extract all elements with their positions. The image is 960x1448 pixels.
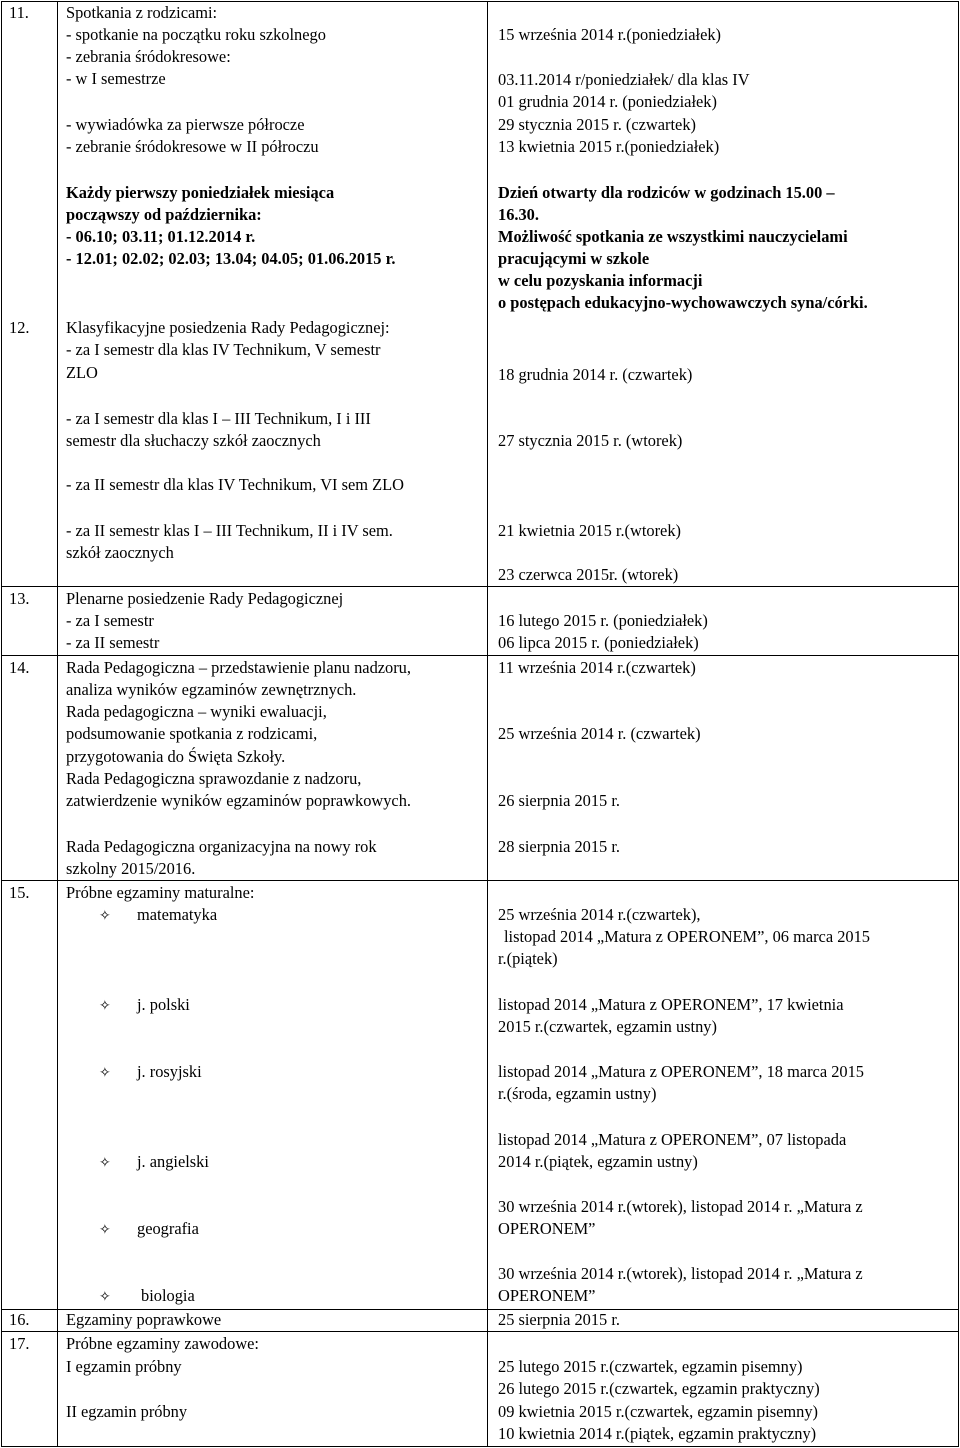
council-text: ZLO [66, 363, 98, 382]
meeting-note: począwszy od października: [66, 205, 262, 224]
council-text: Klasyfikacyjne posiedzenia Rady Pedagogicznej: [66, 318, 390, 337]
row-separator [1, 586, 959, 587]
table-border-right [958, 1, 959, 1447]
row-number: 14. [9, 658, 30, 677]
date-text: OPERONEM” [498, 1219, 596, 1238]
council-text: - za II semestr klas I – III Technikum, II i IV sem. [66, 521, 393, 540]
council-text: szkół zaocznych [66, 543, 174, 562]
council-meeting-text: Rada Pedagogiczna – przedstawienie planu nadzoru, [66, 658, 411, 677]
council-meeting-text: analiza wyników egzaminów zewnętrznych. [66, 680, 357, 699]
date-text: 10 kwietnia 2014 r.(piątek, egzamin praktyczny) [498, 1424, 817, 1443]
table-border-left [1, 1, 2, 1447]
date-text: 01 grudnia 2014 r. (poniedziałek) [498, 92, 717, 111]
open-day-note: w celu pozyskania informacji [498, 271, 703, 290]
makeup-exam-text: Egzaminy poprawkowe [66, 1310, 222, 1329]
date-text: 2014 r.(piątek, egzamin ustny) [498, 1152, 698, 1171]
open-day-note: Dzień otwarty dla rodziców w godzinach 15.00 – [498, 183, 835, 202]
row-number: 16. [9, 1310, 30, 1329]
date-text: 25 września 2014 r.(czwartek), [498, 905, 701, 924]
date-text: listopad 2014 „Matura z OPERONEM”, 07 listopada [498, 1130, 847, 1149]
exam-subject: biologia [141, 1286, 195, 1305]
exam-subject: geografia [137, 1219, 199, 1238]
row-separator [1, 1331, 959, 1332]
row-separator [1, 880, 959, 881]
date-text: 26 sierpnia 2015 r. [498, 791, 621, 810]
row-number: 11. [9, 3, 29, 22]
date-text: OPERONEM” [498, 1286, 596, 1305]
meeting-text: Spotkania z rodzicami: [66, 3, 218, 22]
council-meeting-text: Rada Pedagogiczna organizacyjna na nowy rok [66, 837, 377, 856]
bullet-icon: ✧ [99, 908, 111, 924]
row-number: 17. [9, 1334, 30, 1353]
council-text: - za II semestr dla klas IV Technikum, VI sem ZLO [66, 475, 404, 494]
date-text: r.(piątek) [498, 949, 558, 968]
table-divider-num [57, 1, 58, 1447]
date-text: 25 września 2014 r. (czwartek) [498, 724, 701, 743]
date-text: listopad 2014 „Matura z OPERONEM”, 18 marca 2015 [498, 1062, 864, 1081]
date-text: 26 lutego 2015 r.(czwartek, egzamin praktyczny) [498, 1379, 820, 1398]
bullet-icon: ✧ [99, 1155, 111, 1171]
date-text: 30 września 2014 r.(wtorek), listopad 2014 r. „Matura z [498, 1264, 863, 1283]
mock-exam-title: Próbne egzaminy maturalne: [66, 883, 255, 902]
date-text: 25 lutego 2015 r.(czwartek, egzamin pisemny) [498, 1357, 803, 1376]
row-number: 13. [9, 589, 30, 608]
bullet-icon: ✧ [99, 998, 111, 1014]
meeting-note: - 06.10; 03.11; 01.12.2014 r. [66, 227, 256, 246]
council-text: - za I semestr dla klas I – III Technikum, I i III [66, 409, 371, 428]
date-text: 09 kwietnia 2015 r.(czwartek, egzamin pisemny) [498, 1402, 818, 1421]
council-meeting-text: przygotowania do Święta Szkoły. [66, 747, 286, 766]
meeting-note: - 12.01; 02.02; 02.03; 13.04; 04.05; 01.06.2015 r. [66, 249, 396, 268]
vocational-exam-text: Próbne egzaminy zawodowe: [66, 1334, 259, 1353]
meeting-text: - wywiadówka za pierwsze półrocze [66, 115, 305, 134]
date-text: 15 września 2014 r.(poniedziałek) [498, 25, 722, 44]
exam-subject: matematyka [137, 905, 218, 924]
council-meeting-text: podsumowanie spotkania z rodzicami, [66, 724, 318, 743]
date-text: 11 września 2014 r.(czwartek) [498, 658, 696, 677]
date-text: 27 stycznia 2015 r. (wtorek) [498, 431, 683, 450]
meeting-text: - zebranie śródokresowe w II półroczu [66, 137, 319, 156]
council-text: - za I semestr dla klas IV Technikum, V semestr [66, 340, 381, 359]
row-number: 12. [9, 318, 30, 337]
plenary-text: - za II semestr [66, 633, 160, 652]
row-separator [1, 655, 959, 656]
open-day-note: pracującymi w szkole [498, 249, 650, 268]
date-text: 16 lutego 2015 r. (poniedziałek) [498, 611, 708, 630]
meeting-text: - zebrania śródokresowe: [66, 47, 231, 66]
open-day-note: 16.30. [498, 205, 539, 224]
exam-subject: j. angielski [137, 1152, 209, 1171]
exam-subject: j. rosyjski [137, 1062, 202, 1081]
bullet-icon: ✧ [99, 1065, 111, 1081]
council-text: semestr dla słuchaczy szkół zaocznych [66, 431, 321, 450]
date-text: r.(środa, egzamin ustny) [498, 1084, 657, 1103]
council-meeting-text: szkolny 2015/2016. [66, 859, 196, 878]
meeting-text: - spotkanie na początku roku szkolnego [66, 25, 326, 44]
date-text: listopad 2014 „Matura z OPERONEM”, 06 marca 2015 [504, 927, 870, 946]
bullet-icon: ✧ [99, 1222, 111, 1238]
plenary-text: - za I semestr [66, 611, 154, 630]
date-text: 25 sierpnia 2015 r. [498, 1310, 621, 1329]
plenary-text: Plenarne posiedzenie Rady Pedagogicznej [66, 589, 344, 608]
row-number: 15. [9, 883, 30, 902]
date-text: 13 kwietnia 2015 r.(poniedziałek) [498, 137, 720, 156]
date-text: 21 kwietnia 2015 r.(wtorek) [498, 521, 681, 540]
date-text: 06 lipca 2015 r. (poniedziałek) [498, 633, 699, 652]
meeting-text: - w I semestrze [66, 69, 166, 88]
council-meeting-text: Rada Pedagogiczna sprawozdanie z nadzoru, [66, 769, 362, 788]
table-divider-date [487, 1, 488, 1447]
date-text: 30 września 2014 r.(wtorek), listopad 2014 r. „Matura z [498, 1197, 863, 1216]
meeting-note: Każdy pierwszy poniedziałek miesiąca [66, 183, 335, 202]
council-meeting-text: zatwierdzenie wyników egzaminów poprawkowych. [66, 791, 411, 810]
date-text: 03.11.2014 r/poniedziałek/ dla klas IV [498, 70, 750, 89]
vocational-exam-text: I egzamin próbny [66, 1357, 182, 1376]
date-text: listopad 2014 „Matura z OPERONEM”, 17 kwietnia [498, 995, 844, 1014]
date-text: 28 sierpnia 2015 r. [498, 837, 621, 856]
date-text: 23 czerwca 2015r. (wtorek) [498, 565, 679, 584]
date-text: 18 grudnia 2014 r. (czwartek) [498, 365, 693, 384]
council-meeting-text: Rada pedagogiczna – wyniki ewaluacji, [66, 702, 327, 721]
date-text: 2015 r.(czwartek, egzamin ustny) [498, 1017, 717, 1036]
open-day-note: o postępach edukacyjno-wychowawczych syna/córki. [498, 293, 868, 312]
bullet-icon: ✧ [99, 1289, 111, 1305]
vocational-exam-text: II egzamin próbny [66, 1402, 188, 1421]
table-border-bottom [1, 1446, 959, 1447]
exam-subject: j. polski [137, 995, 190, 1014]
date-text: 29 stycznia 2015 r. (czwartek) [498, 115, 696, 134]
open-day-note: Możliwość spotkania ze wszystkimi nauczycielami [498, 227, 848, 246]
